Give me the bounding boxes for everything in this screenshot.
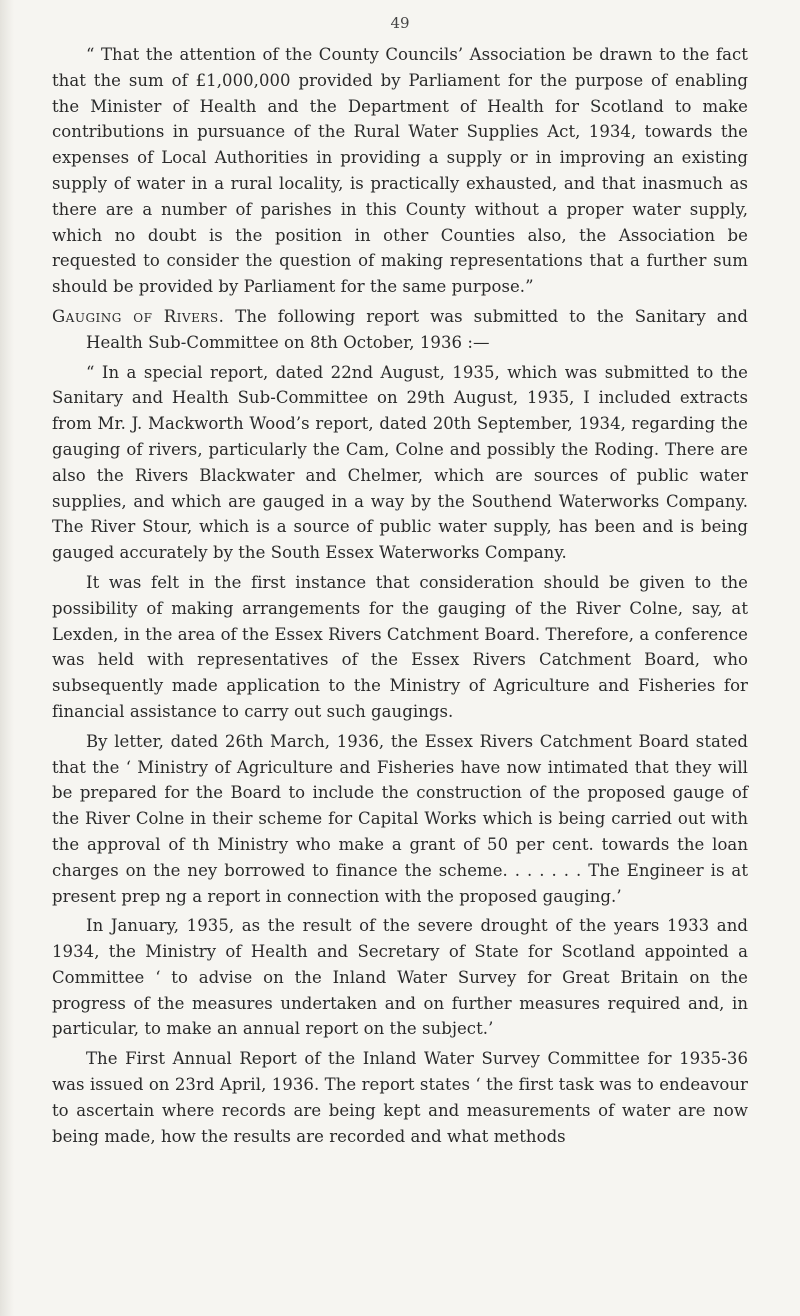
paragraph-gauging-intro	[52, 304, 748, 356]
paragraph-special-report: “ In a special report, dated 22nd August, 1935, which was submitted to the Sanitary and Health Sub-Committee on 29th August, 1935, I included extracts from Mr. J. Mackworth Wood’s report, dated 20th September, 1934, regarding the gauging of rivers, particularly the Cam, Colne and possibly the Roding. There are also the Rivers Blackwater and Chelmer, which are sources of public water supplies, and which are gauged in a way by the Southend Waterworks Company. The River Stour, which is a source of public water supply, has been and is being gauged accurately by the South Essex Waterworks Company.	[52, 362, 748, 563]
page-edge-shadow	[0, 0, 14, 1316]
paragraph-letter-march: By letter, dated 26th March, 1936, the Essex Rivers Catchment Board stated that the ‘ Ministry of Agriculture and Fisheries have now intimated that they will be prepared for the Board to include the construction of the proposed gauge of the River Colne in their scheme for Capital Works which is being carried out with the approval of th Ministry who make a grant of 50 per cent. towards the loan charges on the ney borrowed to finance the scheme. . . . . . . The Engineer is at present prep ng a report in connection with the proposed gauging.’	[52, 731, 748, 906]
paragraph-gauging-intro-text: The following report was submitted to the Sanitary and Health Sub-Committee on 8th October, 1936 :—	[86, 306, 748, 352]
paragraph-resolution-quote: “ That the attention of the County Councils’ Association be drawn to the fact that the sum of £1,000,000 provided by Parliament for the purpose of enabling the Minister of Health and the Department of Health for Scotland to make contributions in pursuance of the Rural Water Supplies Act, 1934, towards the expenses of Local Authorities in providing a supply or in improving an existing supply of water in a rural locality, is practically exhausted, and that inasmuch as there are a number of parishes in this County without a proper water supply, which no doubt is the position in other Counties also, the Association be requested to consider the question of making representations that a further sum should be provided by Parliament for the same purpose.”	[52, 45, 748, 297]
paragraph-first-instance: It was felt in the first instance that consideration should be given to the possibility of making arrangements for the gauging of the River Colne, say, at Lexden, in the area of the Essex Rivers Catchment Board. Therefore, a conference was held with representatives of the Essex Rivers Catchment Board, who subsequently made application to the Ministry of Agriculture and Fisheries for financial assistance to carry out such gaugings.	[52, 572, 748, 721]
document-body	[52, 42, 748, 1153]
paragraph-first-annual-report: The First Annual Report of the Inland Water Survey Committee for 1935-36 was issued on 23rd April, 1936. The report states ‘ the first task was to endeavour to ascertain where records are being kept and measurements of water are now being made, how the results are recorded and what methods	[52, 1049, 748, 1146]
paragraph-january-drought: In January, 1935, as the result of the severe drought of the years 1933 and 1934, the Ministry of Health and Secretary of State for Scotland appointed a Committee ‘ to advise on the Inland Water Survey for Great Britain on the progress of the measures undertaken and on further measures required and, in particular, to make an annual report on the subject.’	[52, 916, 748, 1039]
page-number: 49	[390, 14, 410, 32]
section-heading-gauging-of-rivers: Gauging of Rivers.	[52, 306, 225, 326]
